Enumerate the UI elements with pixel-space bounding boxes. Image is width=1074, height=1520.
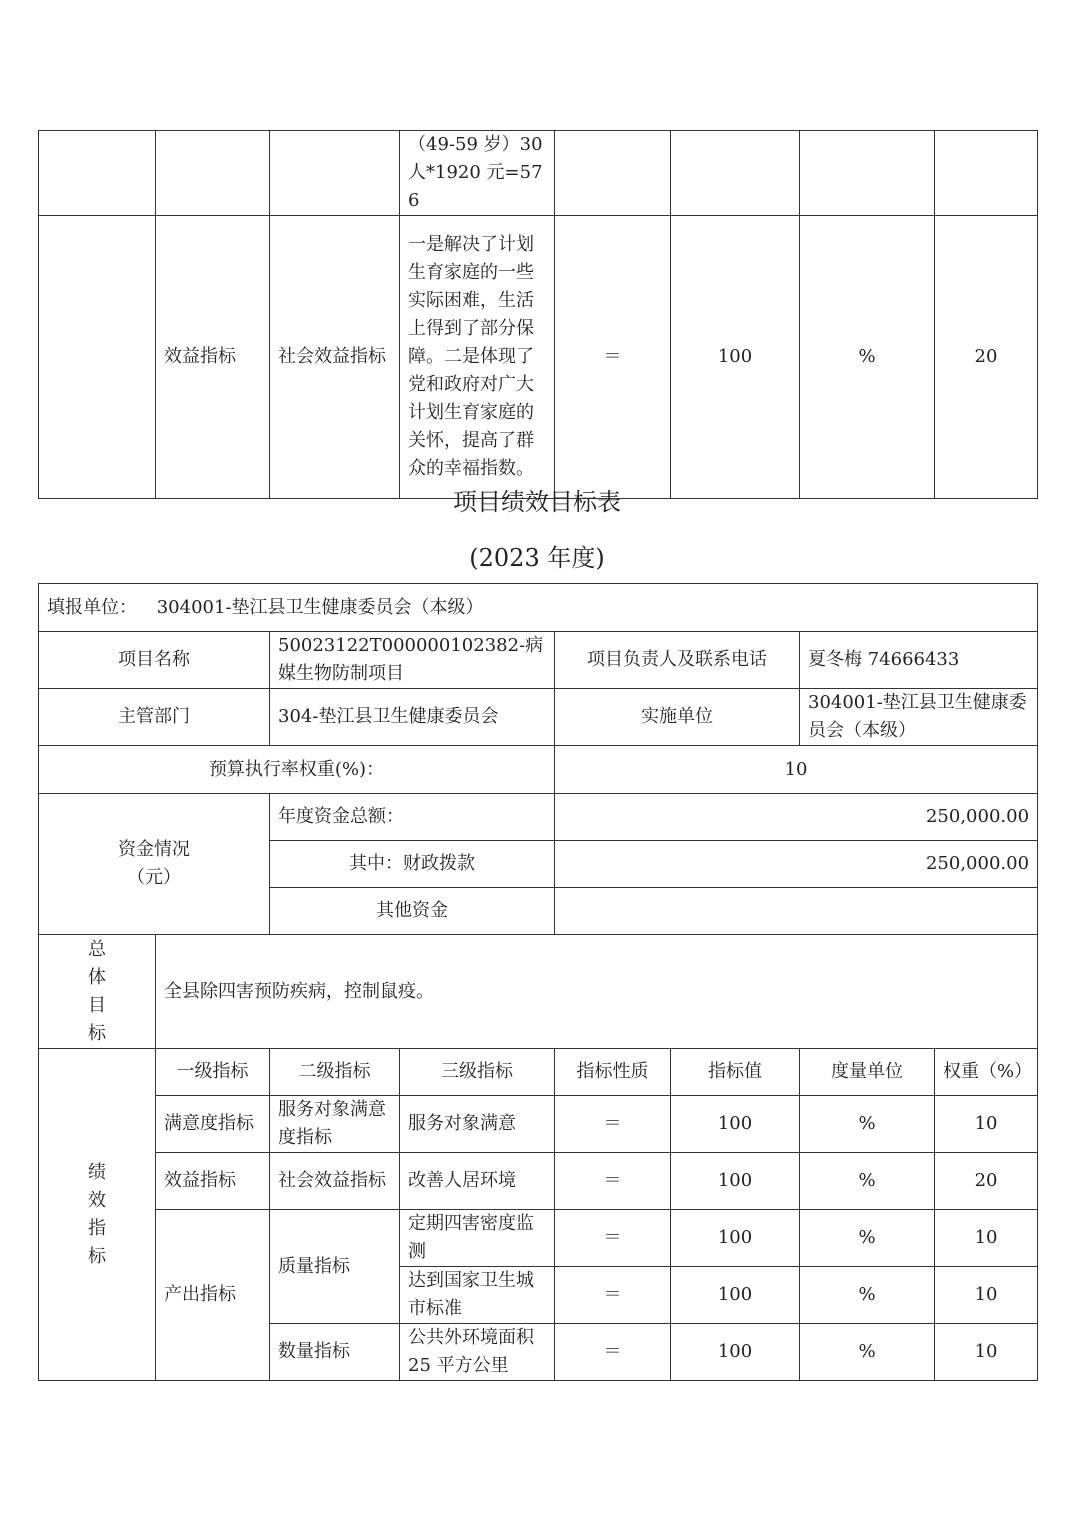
indicator-level1: 产出指标 [156, 1210, 270, 1381]
header-level3: 三级指标 [400, 1049, 555, 1096]
indicator-weight: 20 [935, 216, 1038, 499]
indicator-unit: % [800, 1324, 935, 1381]
indicator-level3: 改善人居环境 [400, 1153, 555, 1210]
indicator-level1: 效益指标 [156, 1153, 270, 1210]
performance-target-table [38, 583, 1038, 1381]
dept-label: 主管部门 [39, 689, 270, 746]
fund-label [39, 794, 270, 935]
filing-unit-row [39, 584, 1038, 632]
cell-empty [935, 131, 1038, 216]
indicator-level2: 质量指标 [270, 1210, 400, 1324]
perf-char: 标 [88, 1245, 106, 1267]
indicator-level1: 效益指标 [156, 216, 270, 499]
indicator-weight: 20 [935, 1153, 1038, 1210]
indicator-level2: 数量指标 [270, 1324, 400, 1381]
goal-char: 体 [88, 966, 106, 988]
indicator-level1: 满意度指标 [156, 1096, 270, 1153]
continuation-table [38, 130, 1038, 499]
indicator-unit: % [800, 1153, 935, 1210]
budget-rate-value: 10 [555, 746, 1038, 794]
annual-total-label: 年度资金总额： [270, 794, 555, 841]
indicator-level3: 一是解决了计划生育家庭的一些实际困难，生活上得到了部分保障。二是体现了党和政府对广大计划生育家庭的关怀，提高了群众的幸福指数。 [400, 216, 555, 499]
perf-char: 效 [88, 1189, 106, 1211]
fund-label-line2: （元） [127, 867, 181, 888]
budget-rate-label: 预算执行率权重(%)： [39, 746, 555, 794]
perf-indicator-label [39, 1049, 156, 1381]
indicator-level3: 服务对象满意 [400, 1096, 555, 1153]
goal-char: 目 [88, 994, 106, 1016]
filing-unit-value: 304001-垫江县卫生健康委员会（本级） [156, 596, 484, 618]
goal-char: 标 [88, 1022, 106, 1044]
dept-value: 304-垫江县卫生健康委员会 [270, 689, 555, 746]
indicator-value: 100 [671, 1267, 800, 1324]
header-unit: 度量单位 [800, 1049, 935, 1096]
indicator-unit: % [800, 1267, 935, 1324]
cell-empty [270, 131, 400, 216]
impl-unit-label: 实施单位 [555, 689, 800, 746]
header-level1: 一级指标 [156, 1049, 270, 1096]
cell-empty [671, 131, 800, 216]
indicator-nature: ＝ [555, 216, 671, 499]
overall-goal-value: 全县除四害预防疾病，控制鼠疫。 [156, 935, 1038, 1049]
indicator-level3-text: （49-59 岁）30 人*1920 元=576 [400, 131, 555, 216]
table-row [39, 1153, 1038, 1210]
table-row [39, 1210, 1038, 1267]
indicator-value: 100 [671, 1096, 800, 1153]
manager-label: 项目负责人及联系电话 [555, 632, 800, 689]
annual-total-value: 250,000.00 [555, 794, 1038, 841]
indicator-level3: 公共外环境面积 25 平方公里 [400, 1324, 555, 1381]
fiscal-label: 其中：财政拨款 [270, 841, 555, 888]
table-row [39, 1096, 1038, 1153]
indicator-nature: ＝ [555, 1267, 671, 1324]
indicator-level3: 达到国家卫生城市标准 [400, 1267, 555, 1324]
header-level2: 二级指标 [270, 1049, 400, 1096]
perf-char: 绩 [88, 1161, 106, 1183]
indicator-nature: ＝ [555, 1096, 671, 1153]
indicator-level2: 服务对象满意度指标 [270, 1096, 400, 1153]
page-title: 项目绩效目标表 [453, 488, 621, 516]
goal-char: 总 [88, 938, 106, 960]
indicator-unit: % [800, 1210, 935, 1267]
indicator-value: 100 [671, 216, 800, 499]
indicator-nature: ＝ [555, 1210, 671, 1267]
indicator-level2: 社会效益指标 [270, 216, 400, 499]
indicator-weight: 10 [935, 1210, 1038, 1267]
perf-char: 指 [88, 1217, 106, 1239]
fund-label-line1: 资金情况 [118, 839, 190, 860]
indicator-level3: 定期四害密度监测 [400, 1210, 555, 1267]
other-fund-label: 其他资金 [270, 888, 555, 935]
project-name-value: 50023122T000000102382-病媒生物防制项目 [270, 632, 555, 689]
indicator-nature: ＝ [555, 1153, 671, 1210]
overall-goal-label [39, 935, 156, 1049]
cell-empty [555, 131, 671, 216]
indicator-nature: ＝ [555, 1324, 671, 1381]
indicator-unit: % [800, 1096, 935, 1153]
indicator-value: 100 [671, 1324, 800, 1381]
project-name-label: 项目名称 [39, 632, 270, 689]
cell-empty [156, 131, 270, 216]
indicator-level2: 社会效益指标 [270, 1153, 400, 1210]
cell-empty [39, 216, 156, 499]
fiscal-value: 250,000.00 [555, 841, 1038, 888]
cell-empty [39, 131, 156, 216]
page-subtitle: (2023 年度) [469, 544, 605, 572]
cell-empty [800, 131, 935, 216]
impl-unit-value: 304001-垫江县卫生健康委员会（本级） [800, 689, 1038, 746]
indicator-value: 100 [671, 1153, 800, 1210]
indicator-unit: % [800, 216, 935, 499]
header-nature: 指标性质 [555, 1049, 671, 1096]
filing-unit-label: 填报单位： [47, 596, 137, 618]
header-value: 指标值 [671, 1049, 800, 1096]
other-fund-value [555, 888, 1038, 935]
indicator-weight: 10 [935, 1267, 1038, 1324]
indicator-value: 100 [671, 1210, 800, 1267]
manager-value: 夏冬梅 74666433 [800, 632, 1038, 689]
header-weight: 权重（%） [935, 1049, 1038, 1096]
indicator-weight: 10 [935, 1096, 1038, 1153]
indicator-weight: 10 [935, 1324, 1038, 1381]
